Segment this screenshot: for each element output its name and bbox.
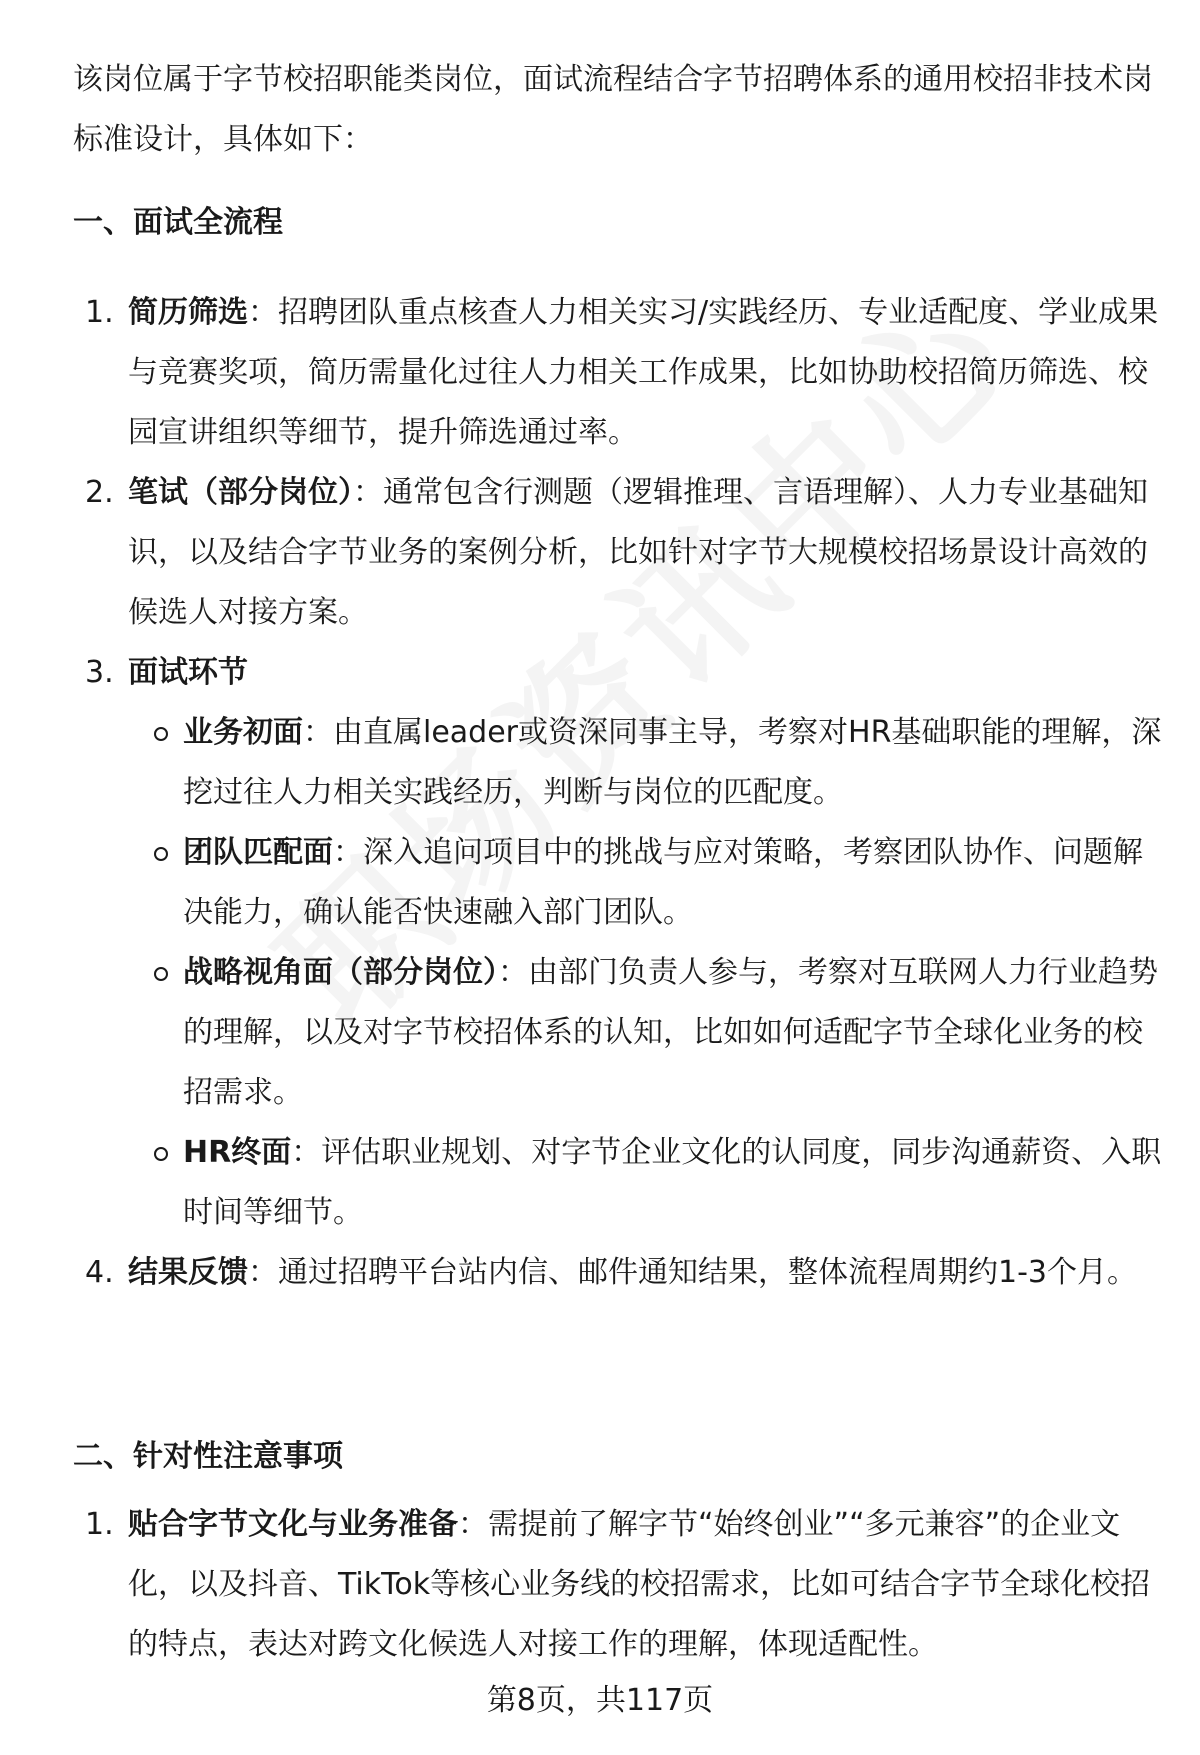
list-number: 3.	[85, 655, 114, 690]
list-item	[73, 283, 1163, 463]
sub-item-text: ：由直属leader或资深同事主导，考察对HR基础职能的理解，深挖过往人力相关实践经历，判断与岗位的匹配度。	[183, 715, 1162, 810]
item-text: ：需提前了解字节“始终创业”“多元兼容”的企业文化，以及抖音、TikTok等核心业务线的校招需求，比如可结合字节全球化校招的特点，表达对跨文化候选人对接工作的理解，体现适配性。	[128, 1507, 1151, 1662]
section-2-list	[73, 1495, 1163, 1675]
section-1-list	[73, 283, 1163, 1303]
intro-paragraph: 该岗位属于字节校招职能类岗位，面试流程结合字节招聘体系的通用校招非技术岗标准设计，具体如下：	[73, 62, 1153, 157]
sub-item-text: ：由部门负责人参与，考察对互联网人力行业趋势的理解，以及对字节校招体系的认知，比如如何适配字节全球化业务的校招需求。	[183, 955, 1158, 1110]
list-item	[73, 1495, 1163, 1675]
list-number: 2.	[85, 475, 114, 510]
sub-list-item	[73, 703, 1163, 823]
list-number: 1.	[85, 295, 114, 330]
sub-list-item	[73, 823, 1163, 943]
hollow-bullet-icon	[154, 847, 168, 861]
item-title: 笔试（部分岗位）	[128, 475, 353, 510]
section-2-heading: 二、针对性注意事项	[73, 1439, 343, 1474]
list-item	[73, 463, 1163, 643]
item-title: 结果反馈	[128, 1255, 248, 1290]
sub-item-title: HR终面	[183, 1135, 292, 1170]
list-number: 4.	[85, 1255, 114, 1290]
section-1-heading: 一、面试全流程	[73, 205, 283, 240]
page-number-footer: 第8页，共117页	[486, 1683, 714, 1718]
sub-item-title: 业务初面	[183, 715, 303, 750]
list-item	[73, 1243, 1163, 1303]
hollow-bullet-icon	[154, 1147, 168, 1161]
sub-item-text: ：深入追问项目中的挑战与应对策略，考察团队协作、问题解决能力，确认能否快速融入部门团队。	[183, 835, 1143, 930]
sub-list-item	[73, 1123, 1163, 1243]
hollow-bullet-icon	[154, 727, 168, 741]
list-number: 1.	[85, 1507, 114, 1542]
list-item	[73, 643, 1163, 703]
sub-item-title: 战略视角面（部分岗位）	[183, 955, 498, 990]
item-title: 贴合字节文化与业务准备	[128, 1507, 458, 1542]
sub-list-item	[73, 943, 1163, 1123]
item-title: 面试环节	[128, 655, 248, 690]
item-text: ：招聘团队重点核查人力相关实习/实践经历、专业适配度、学业成果与竞赛奖项，简历需量化过往人力相关工作成果，比如协助校招简历筛选、校园宣讲组织等细节，提升筛选通过率。	[128, 295, 1159, 450]
sub-item-title: 团队匹配面	[183, 835, 333, 870]
item-text: ：通过招聘平台站内信、邮件通知结果，整体流程周期约1-3个月。	[248, 1255, 1137, 1290]
hollow-bullet-icon	[154, 967, 168, 981]
sub-item-text: ：评估职业规划、对字节企业文化的认同度，同步沟通薪资、入职时间等细节。	[183, 1135, 1162, 1230]
item-text: ：通常包含行测题（逻辑推理、言语理解）、人力专业基础知识，以及结合字节业务的案例分析，比如针对字节大规模校招场景设计高效的候选人对接方案。	[128, 475, 1148, 630]
item-title: 简历筛选	[128, 295, 248, 330]
